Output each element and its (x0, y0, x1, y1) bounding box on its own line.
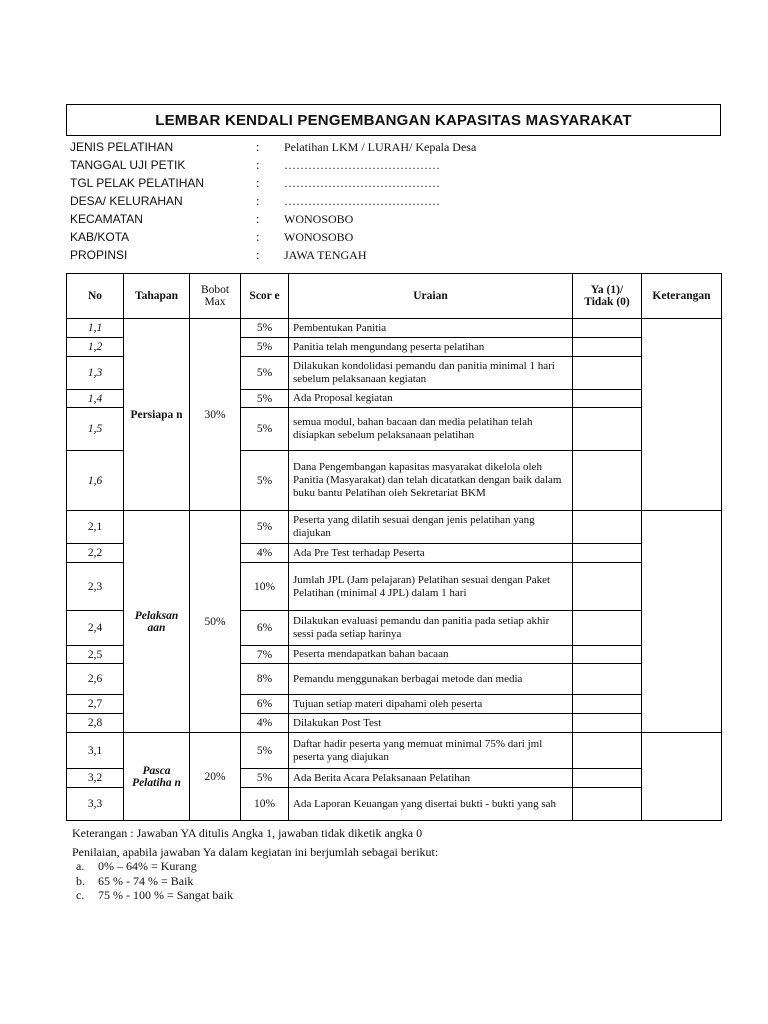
row-score: 4% (241, 714, 289, 733)
row-ya-tidak-cell[interactable] (573, 664, 642, 695)
row-ya-tidak-cell[interactable] (573, 390, 642, 408)
penilaian-note: Penilaian, apabila jawaban Ya dalam kegiatan ini berjumlah sebagai berikut: (72, 844, 439, 859)
row-score: 5% (241, 511, 289, 544)
keterangan-pelaksanaan-cell[interactable] (642, 511, 722, 733)
row-uraian: Peserta mendapatkan bahan bacaan (289, 646, 573, 664)
row-ya-tidak-cell[interactable] (573, 357, 642, 390)
row-uraian: Pemandu menggunakan berbagai metode dan media (289, 664, 573, 695)
info-colon: : (256, 194, 260, 208)
keterangan-persiapan-cell[interactable] (642, 319, 722, 511)
row-uraian: Dilakukan evaluasi pemandu dan panitia pada setiap akhir sessi pada setiap harinya (289, 611, 573, 646)
row-number: 1,4 (67, 390, 124, 408)
row-ya-tidak-cell[interactable] (573, 733, 642, 769)
row-number: 2,5 (67, 646, 124, 664)
info-colon: : (256, 212, 260, 226)
info-label: TGL PELAK PELATIHAN (70, 176, 205, 190)
table-row (67, 511, 722, 544)
info-label: JENIS PELATIHAN (70, 140, 174, 154)
info-colon: : (256, 140, 260, 154)
row-number: 2,6 (67, 664, 124, 695)
row-score: 4% (241, 544, 289, 563)
row-number: 2,1 (67, 511, 124, 544)
row-ya-tidak-cell[interactable] (573, 646, 642, 664)
keterangan-pasca-cell[interactable] (642, 733, 722, 821)
row-number: 2,7 (67, 695, 124, 714)
row-number: 3,3 (67, 788, 124, 821)
row-score: 5% (241, 769, 289, 788)
score-range-text: 0% – 64% = Kurang (98, 859, 197, 873)
row-number: 2,8 (67, 714, 124, 733)
row-uraian: Dana Pengembangan kapasitas masyarakat dikelola oleh Panitia (Masyarakat) dan telah dicatatkan dengan baik dalam buku bantu Pelatihan oleh Sekretariat BKM (289, 451, 573, 511)
info-row-desa-kelurahan (70, 192, 710, 210)
info-row-tanggal-uji-petik (70, 156, 710, 174)
header-score: Scor e (241, 274, 289, 319)
info-colon: : (256, 176, 260, 190)
row-uraian: Jumlah JPL (Jam pelajaran) Pelatihan sesuai dengan Paket Pelatihan (minimal 4 JPL) dalam 1 hari (289, 563, 573, 611)
row-uraian: Dilakukan kondolidasi pemandu dan panitia minimal 1 hari sebelum pelaksanaan kegiatan (289, 357, 573, 390)
info-value: Pelatihan LKM / LURAH/ Kepala Desa (284, 140, 477, 154)
table-header-row (67, 274, 722, 319)
notes-section (72, 826, 438, 903)
row-uraian: Peserta yang dilatih sesuai dengan jenis pelatihan yang diajukan (289, 511, 573, 544)
score-range-text: 65 % - 74 % = Baik (98, 873, 194, 888)
score-range-item (72, 874, 438, 889)
row-ya-tidak-cell[interactable] (573, 788, 642, 821)
row-uraian: Tujuan setiap materi dipahami oleh peserta (289, 695, 573, 714)
row-number: 3,2 (67, 769, 124, 788)
score-range-item (72, 859, 438, 874)
info-value: ………………………………… (284, 158, 440, 172)
bobot-pasca-pelatihan: 20% (190, 733, 241, 821)
info-label: KECAMATAN (70, 212, 143, 226)
row-score: 8% (241, 664, 289, 695)
row-number: 1,1 (67, 319, 124, 338)
row-ya-tidak-cell[interactable] (573, 338, 642, 357)
row-uraian: semua modul, bahan bacaan dan media pelatihan telah disiapkan sebelum pelaksanaan pelatihan (289, 408, 573, 451)
score-range-text: 75 % - 100 % = Sangat baik (98, 888, 234, 902)
row-score: 5% (241, 408, 289, 451)
info-value: WONOSOBO (284, 230, 354, 244)
row-score: 6% (241, 695, 289, 714)
row-number: 1,2 (67, 338, 124, 357)
info-value: JAWA TENGAH (284, 248, 367, 262)
row-number: 3,1 (67, 733, 124, 769)
info-label: KAB/KOTA (70, 230, 130, 244)
info-row-kab-kota (70, 228, 710, 246)
row-score: 10% (241, 788, 289, 821)
info-row-jenis-pelatihan (70, 138, 710, 156)
info-row-tgl-pelak-pelatihan (70, 174, 710, 192)
bobot-pelaksanaan: 50% (190, 511, 241, 733)
info-label: TANGGAL UJI PETIK (70, 158, 186, 172)
info-value: WONOSOBO (284, 212, 354, 226)
tahapan-pelaksanaan: Pelaksan aan (124, 511, 190, 733)
info-row-propinsi (70, 246, 710, 264)
row-ya-tidak-cell[interactable] (573, 544, 642, 563)
info-colon: : (256, 230, 260, 244)
row-ya-tidak-cell[interactable] (573, 511, 642, 544)
row-score: 5% (241, 319, 289, 338)
info-label: DESA/ KELURAHAN (70, 194, 183, 208)
keterangan-note: Keterangan : Jawaban YA ditulis Angka 1, jawaban tidak diketik angka 0 (72, 826, 423, 840)
header-no: No (67, 274, 124, 319)
tahapan-pasca-pelatihan: Pasca Pelatiha n (124, 733, 190, 821)
row-uraian: Dilakukan Post Test (289, 714, 573, 733)
row-uraian: Pembentukan Panitia (289, 319, 573, 338)
row-number: 2,3 (67, 563, 124, 611)
list-marker: c. (76, 888, 85, 902)
row-score: 5% (241, 451, 289, 511)
header-keterangan: Keterangan (642, 274, 722, 319)
bobot-persiapan: 30% (190, 319, 241, 511)
row-ya-tidak-cell[interactable] (573, 611, 642, 646)
row-uraian: Ada Proposal kegiatan (289, 390, 573, 408)
info-colon: : (256, 248, 260, 262)
row-score: 7% (241, 646, 289, 664)
header-uraian: Uraian (289, 274, 573, 319)
row-ya-tidak-cell[interactable] (573, 451, 642, 511)
header-tahapan: Tahapan (124, 274, 190, 319)
list-marker: a. (76, 859, 85, 873)
row-number: 2,2 (67, 544, 124, 563)
score-range-item (72, 888, 438, 903)
row-uraian: Panitia telah mengundang peserta pelatihan (289, 338, 573, 357)
row-number: 1,6 (67, 451, 124, 511)
row-score: 5% (241, 357, 289, 390)
row-ya-tidak-cell[interactable] (573, 769, 642, 788)
table-row (67, 733, 722, 769)
tahapan-persiapan: Persiapa n (124, 319, 190, 511)
row-score: 6% (241, 611, 289, 646)
info-section (70, 138, 710, 264)
row-ya-tidak-cell[interactable] (573, 695, 642, 714)
row-uraian: Ada Berita Acara Pelaksanaan Pelatihan (289, 769, 573, 788)
row-uraian: Ada Laporan Keuangan yang disertai bukti - bukti yang sah (289, 788, 573, 821)
info-value: ………………………………… (284, 194, 440, 208)
info-label: PROPINSI (70, 248, 128, 262)
info-colon: : (256, 158, 260, 172)
row-ya-tidak-cell[interactable] (573, 563, 642, 611)
evaluation-table (66, 273, 722, 821)
row-uraian: Daftar hadir peserta yang memuat minimal 75% dari jml peserta yang diajukan (289, 733, 573, 769)
row-ya-tidak-cell[interactable] (573, 714, 642, 733)
row-ya-tidak-cell[interactable] (573, 408, 642, 451)
row-score: 5% (241, 733, 289, 769)
row-score: 5% (241, 390, 289, 408)
row-number: 1,5 (67, 408, 124, 451)
row-score: 10% (241, 563, 289, 611)
info-value: ………………………………… (284, 176, 440, 190)
header-bobot: Bobot Max (190, 274, 241, 319)
row-score: 5% (241, 338, 289, 357)
row-uraian: Ada Pre Test terhadap Peserta (289, 544, 573, 563)
row-ya-tidak-cell[interactable] (573, 319, 642, 338)
document-title: LEMBAR KENDALI PENGEMBANGAN KAPASITAS MASYARAKAT (66, 104, 721, 136)
table-row (67, 319, 722, 338)
row-number: 2,4 (67, 611, 124, 646)
list-marker: b. (76, 873, 85, 888)
header-ya-tidak: Ya (1)/ Tidak (0) (573, 274, 642, 319)
row-number: 1,3 (67, 357, 124, 390)
info-row-kecamatan (70, 210, 710, 228)
